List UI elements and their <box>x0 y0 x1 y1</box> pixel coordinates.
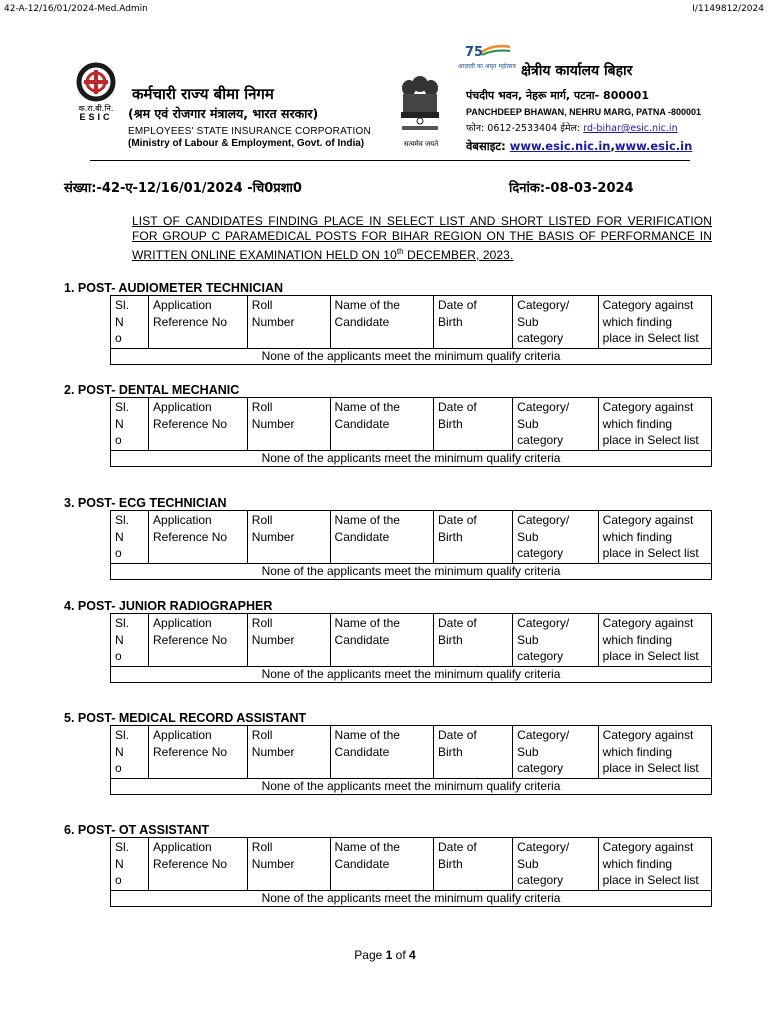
table-row <box>111 450 712 466</box>
table-header-row <box>111 296 712 349</box>
header-cell-category <box>513 296 599 349</box>
header-line: Reference No <box>153 416 228 431</box>
header-cell-dob <box>434 511 513 564</box>
header-line: Category against <box>602 400 694 414</box>
header-line: Sub <box>517 856 539 871</box>
header-line: category <box>517 761 564 775</box>
list-heading: LIST OF CANDIDATES FINDING PLACE IN SELECT LIST AND SHORT LISTED FOR VERIFICATION FOR GROUP C PARAMEDICAL POSTS FOR BIHAR REGION ON THE BASIS OF PERFORMANCE IN WRITTEN ONLINE EXAMINATION HELD ON 10th DECEMBER, 2023. <box>132 214 712 262</box>
header-cell-category <box>513 511 599 564</box>
header-line: Name of the <box>334 840 400 854</box>
header-line: Date of <box>438 513 477 527</box>
header-line: Birth <box>438 529 463 544</box>
header-line: Name of the <box>334 298 400 312</box>
header-cell-dob <box>434 614 513 667</box>
header-line: Reference No <box>153 856 228 871</box>
address-english: PANCHDEEP BHAWAN, NEHRU MARG, PATNA -800001 <box>466 107 702 117</box>
header-line: Roll <box>251 298 273 312</box>
header-cell-cat-against <box>598 614 711 667</box>
header-line: Category/ <box>517 400 570 414</box>
header-cell-name <box>330 614 433 667</box>
table-row <box>111 666 712 682</box>
header-line: Number <box>251 416 295 431</box>
header-line: Date of <box>438 840 477 854</box>
header-cell-category <box>513 726 599 779</box>
header-cell-name <box>330 726 433 779</box>
candidates-table <box>110 613 712 683</box>
header-line: Application <box>153 728 212 742</box>
header-cell-slno <box>111 511 149 564</box>
header-line: Roll <box>251 728 273 742</box>
header-line: o <box>115 761 122 775</box>
header-line: Number <box>251 856 295 871</box>
header-cell-slno <box>111 614 149 667</box>
header-divider <box>90 160 690 161</box>
esic-logo <box>68 60 124 108</box>
table-header-row <box>111 511 712 564</box>
header-line: Sub <box>517 416 539 431</box>
header-line: Roll <box>251 513 273 527</box>
header-line: o <box>115 873 122 887</box>
header-line: Application <box>153 513 212 527</box>
header-cell-dob <box>434 296 513 349</box>
header-cell-slno <box>111 398 149 451</box>
table-header-row <box>111 398 712 451</box>
header-line: category <box>517 546 564 560</box>
header-line: Candidate <box>334 744 390 759</box>
table-row <box>111 778 712 794</box>
header-line: place in Select list <box>602 761 699 775</box>
header-line: Category against <box>602 616 694 630</box>
header-line: Date of <box>438 298 477 312</box>
header-cell-dob <box>434 398 513 451</box>
table-header-row <box>111 726 712 779</box>
header-line: Birth <box>438 856 463 871</box>
header-line: Date of <box>438 616 477 630</box>
candidates-table <box>110 397 712 467</box>
header-line: Category/ <box>517 840 570 854</box>
address-hindi: पंचदीप भवन, नेहरू मार्ग, पटना- 800001 <box>466 89 649 102</box>
header-line: Sl. <box>115 728 130 742</box>
header-cell-roll <box>247 726 330 779</box>
esic-logo-text: ESIC <box>79 112 113 122</box>
website-line <box>466 139 692 154</box>
header-line: which finding <box>602 632 673 647</box>
header-line: Application <box>153 298 212 312</box>
header-cell-cat-against <box>598 726 711 779</box>
header-line: Sub <box>517 744 539 759</box>
header-cell-app-ref <box>149 398 248 451</box>
header-line: Category against <box>602 840 694 854</box>
header-line: Sub <box>517 314 539 329</box>
header-cell-slno <box>111 296 149 349</box>
header-line: place in Select list <box>602 649 699 663</box>
header-cell-category <box>513 838 599 891</box>
header-line: Category/ <box>517 513 570 527</box>
header-cell-name <box>330 398 433 451</box>
header-line: Roll <box>251 400 273 414</box>
header-line: Category against <box>602 513 694 527</box>
header-line: o <box>115 649 122 663</box>
header-line: Sl. <box>115 513 130 527</box>
header-line: Number <box>251 314 295 329</box>
no-candidates-note: None of the applicants meet the minimum qualify criteria <box>111 666 712 682</box>
post-title: 6. POST- OT ASSISTANT <box>64 823 210 837</box>
header-line: Application <box>153 616 212 630</box>
header-cell-app-ref <box>149 614 248 667</box>
header-line: Reference No <box>153 744 228 759</box>
header-cell-roll <box>247 838 330 891</box>
document-reference-top: 42-A-12/16/01/2024-Med.Admin <box>4 4 148 14</box>
header-cell-roll <box>247 614 330 667</box>
header-line: Name of the <box>334 400 400 414</box>
candidates-table <box>110 837 712 907</box>
header-line: N <box>115 529 124 544</box>
header-line: o <box>115 546 122 560</box>
header-line: Reference No <box>153 632 228 647</box>
header-line: Roll <box>251 840 273 854</box>
header-cell-name <box>330 838 433 891</box>
national-emblem <box>398 74 442 140</box>
header-line: Sl. <box>115 616 130 630</box>
header-line: Sub <box>517 632 539 647</box>
candidates-table <box>110 725 712 795</box>
post-title: 2. POST- DENTAL MECHANIC <box>64 383 240 397</box>
ministry-name-english: (Ministry of Labour & Employment, Govt. of India) <box>128 138 365 149</box>
regional-office-hindi: क्षेत्रीय कार्यालय बिहार <box>521 63 633 79</box>
header-cell-app-ref <box>149 296 248 349</box>
header-line: category <box>517 873 564 887</box>
contact-line <box>466 121 678 134</box>
org-name-hindi: कर्मचारी राज्य बीमा निगम <box>132 85 274 103</box>
header-line: Number <box>251 744 295 759</box>
header-line: o <box>115 433 122 447</box>
header-line: Birth <box>438 314 463 329</box>
website-separator: , <box>610 139 615 153</box>
post-title: 1. POST- AUDIOMETER TECHNICIAN <box>64 281 283 295</box>
header-line: N <box>115 744 124 759</box>
website-link-esic-nic[interactable]: www.esic.nic.in <box>509 139 611 153</box>
table-header-row <box>111 614 712 667</box>
header-line: Candidate <box>334 314 390 329</box>
table-row <box>111 348 712 364</box>
header-cell-cat-against <box>598 296 711 349</box>
header-line: Roll <box>251 616 273 630</box>
header-cell-dob <box>434 838 513 891</box>
header-cell-app-ref <box>149 838 248 891</box>
esic-logo-text-hindi: क.रा.बी.नि. <box>78 104 114 113</box>
header-line: N <box>115 856 124 871</box>
candidates-table <box>110 295 712 365</box>
header-line: place in Select list <box>602 331 699 345</box>
inward-number-top: I/1149812/2024 <box>692 4 764 14</box>
ministry-name-hindi: (श्रम एवं रोजगार मंत्रालय, भारत सरकार) <box>128 106 319 121</box>
no-candidates-note: None of the applicants meet the minimum qualify criteria <box>111 890 712 906</box>
header-cell-cat-against <box>598 838 711 891</box>
org-name-english: EMPLOYEES' STATE INSURANCE CORPORATION <box>128 126 371 137</box>
header-line: Category/ <box>517 616 570 630</box>
post-title: 3. POST- ECG TECHNICIAN <box>64 496 227 510</box>
header-cell-name <box>330 511 433 564</box>
header-line: Number <box>251 529 295 544</box>
header-line: place in Select list <box>602 433 699 447</box>
header-line: category <box>517 331 564 345</box>
header-line: Name of the <box>334 728 400 742</box>
post-title: 5. POST- MEDICAL RECORD ASSISTANT <box>64 711 307 725</box>
header-line: which finding <box>602 529 673 544</box>
header-cell-cat-against <box>598 511 711 564</box>
page-number: Page 1 of 4 <box>354 948 416 962</box>
header-line: Reference No <box>153 314 228 329</box>
no-candidates-note: None of the applicants meet the minimum qualify criteria <box>111 348 712 364</box>
no-candidates-note: None of the applicants meet the minimum qualify criteria <box>111 450 712 466</box>
header-line: Number <box>251 632 295 647</box>
header-line: Reference No <box>153 529 228 544</box>
header-line: which finding <box>602 744 673 759</box>
no-candidates-note: None of the applicants meet the minimum qualify criteria <box>111 778 712 794</box>
candidates-table <box>110 510 712 580</box>
email-link[interactable]: rd-bihar@esic.nic.in <box>583 123 678 134</box>
header-cell-category <box>513 614 599 667</box>
header-line: category <box>517 649 564 663</box>
header-line: category <box>517 433 564 447</box>
no-candidates-note: None of the applicants meet the minimum qualify criteria <box>111 563 712 579</box>
header-line: Birth <box>438 744 463 759</box>
header-line: Birth <box>438 632 463 647</box>
header-line: Sl. <box>115 840 130 854</box>
header-line: Category against <box>602 298 694 312</box>
header-cell-app-ref <box>149 726 248 779</box>
header-line: Sl. <box>115 400 130 414</box>
header-line: Sl. <box>115 298 130 312</box>
header-line: Birth <box>438 416 463 431</box>
header-line: Sub <box>517 529 539 544</box>
website-label: वेबसाइट: <box>466 139 510 153</box>
header-cell-roll <box>247 511 330 564</box>
header-line: Candidate <box>334 416 390 431</box>
header-line: place in Select list <box>602 546 699 560</box>
header-line: Candidate <box>334 632 390 647</box>
table-row <box>111 890 712 906</box>
header-line: N <box>115 632 124 647</box>
document-date: दिनांक:-08-03-2024 <box>509 181 634 196</box>
header-cell-app-ref <box>149 511 248 564</box>
website-link-esic[interactable]: www.esic.in <box>614 139 693 153</box>
header-line: Category/ <box>517 298 570 312</box>
header-line: Category/ <box>517 728 570 742</box>
header-line: N <box>115 314 124 329</box>
header-cell-slno <box>111 726 149 779</box>
header-line: Date of <box>438 728 477 742</box>
header-line: which finding <box>602 416 673 431</box>
header-line: Application <box>153 400 212 414</box>
header-cell-name <box>330 296 433 349</box>
svg-text:75: 75 <box>465 45 484 60</box>
header-cell-roll <box>247 398 330 451</box>
table-header-row <box>111 838 712 891</box>
emblem-motto: सत्यमेव जयते <box>403 140 439 148</box>
reference-number: संख्या:-42-ए-12/16/01/2024 -चि0प्रशा0 <box>64 181 302 196</box>
header-line: Date of <box>438 400 477 414</box>
header-cell-slno <box>111 838 149 891</box>
header-line: Application <box>153 840 212 854</box>
post-title: 4. POST- JUNIOR RADIOGRAPHER <box>64 599 273 613</box>
header-cell-dob <box>434 726 513 779</box>
azadi-logo-text: आज़ादी का अमृत महोत्सव <box>458 63 516 70</box>
header-cell-category <box>513 398 599 451</box>
header-line: Candidate <box>334 856 390 871</box>
table-row <box>111 563 712 579</box>
header-line: which finding <box>602 856 673 871</box>
header-line: Name of the <box>334 513 400 527</box>
header-line: Category against <box>602 728 694 742</box>
header-cell-cat-against <box>598 398 711 451</box>
phone-label: फोन: 0612-2533404 ईमेल: <box>466 123 584 134</box>
header-line: which finding <box>602 314 673 329</box>
header-cell-roll <box>247 296 330 349</box>
header-line: N <box>115 416 124 431</box>
header-line: o <box>115 331 122 345</box>
header-line: place in Select list <box>602 873 699 887</box>
header-line: Name of the <box>334 616 400 630</box>
header-line: Candidate <box>334 529 390 544</box>
